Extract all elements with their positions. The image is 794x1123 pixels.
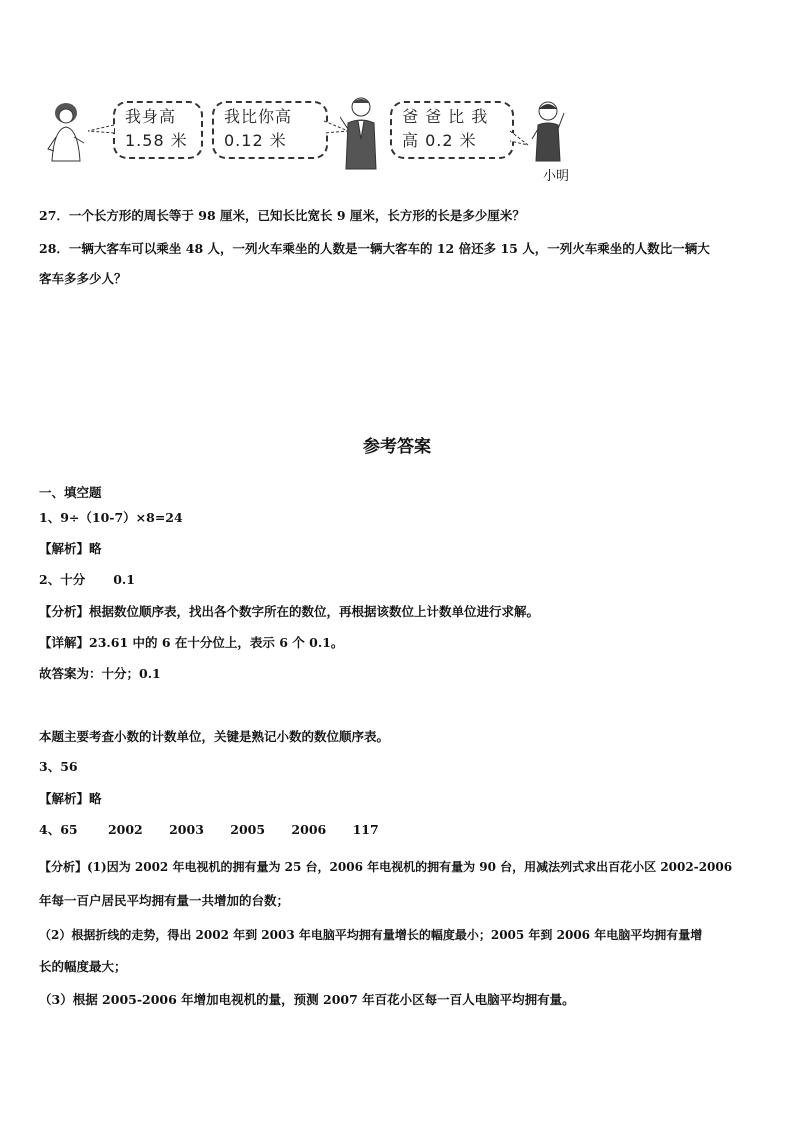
answer-2-label: 2、十分 (39, 572, 86, 587)
answer-1: 1、9÷（10-7）×8=24 (39, 510, 183, 525)
section-1-heading: 一、填空题 (39, 485, 102, 500)
answer-4-item: 2006 (291, 822, 327, 837)
woman-figure (44, 101, 88, 165)
answer-4-analysis-1: 【分析】(1)因为 2002 年电视机的拥有量为 25 台，2006 年电视机的拥有量为 90 台，用减法列式求出百花小区 2002-2006 (39, 860, 733, 874)
answer-4-analysis-2: 年每一百户居民平均拥有量一共增加的台数； (39, 893, 290, 908)
question-27: 27．一个长方形的周长等于 98 厘米，已知长比宽长 9 厘米，长方形的长是多少厘米？ (39, 208, 525, 223)
bubble-1-line-1: 我身高 (125, 107, 177, 126)
answers-title: 参考答案 (363, 437, 431, 457)
answer-4-analysis-4: 长的幅度最大； (39, 959, 127, 974)
bubble-2-line-2: 0.12 米 (224, 131, 287, 150)
bubble-1-line-2: 1.58 米 (125, 131, 188, 150)
answer-2-detail: 【详解】23.61 中的 6 在十分位上，表示 6 个 0.1。 (39, 635, 344, 650)
answer-2 (39, 571, 756, 589)
answer-3: 3、56 (39, 759, 78, 774)
bubble-2-line-1: 我比你高 (224, 107, 293, 126)
answer-4-item: 2002 (107, 822, 143, 837)
speech-bubble-1 (113, 101, 203, 159)
answer-4 (39, 821, 756, 839)
illustration (40, 95, 600, 190)
answer-3-note: 【解析】略 (39, 791, 102, 806)
answer-2-value: 0.1 (113, 572, 135, 587)
bubble-3-line-1: 爸 爸 比 我 (402, 107, 489, 126)
answer-4-analysis-5: （3）根据 2005-2006 年增加电视机的量，预测 2007 年百花小区每一百人电脑平均拥有量。 (39, 992, 575, 1007)
bubble-1-tail (86, 123, 116, 135)
answer-4-item: 117 (352, 822, 379, 837)
answer-4-item: 2003 (169, 822, 204, 837)
answer-2-analysis: 【分析】根据数位顺序表，找出各个数字所在的数位，再根据该数位上计数单位进行求解。 (39, 604, 540, 619)
figure-caption: 小明 (543, 169, 570, 184)
question-28-line-1: 28．一辆大客车可以乘坐 48 人，一列火车乘坐的人数是一辆大客车的 12 倍还多 15 人，一列火车乘坐的人数比一辆大 (39, 241, 710, 256)
question-28-line-2: 客车多多少人？ (39, 271, 127, 286)
answer-4-item: 2005 (230, 822, 266, 837)
answer-4-analysis-3: （2）根据折线的走势，得出 2002 年到 2003 年电脑平均拥有量增长的幅度最小；2005 年到 2006 年电脑平均拥有量增 (39, 928, 703, 942)
man-figure (340, 95, 382, 171)
boy-figure (528, 99, 568, 163)
answer-2-final: 故答案为：十分；0.1 (39, 666, 161, 681)
speech-bubble-2 (212, 101, 328, 159)
answer-4-item: 4、65 (39, 822, 78, 837)
answer-2-summary: 本题主要考查小数的计数单位，关键是熟记小数的数位顺序表。 (39, 729, 390, 744)
bubble-3-line-2: 高 0.2 米 (402, 131, 477, 150)
speech-bubble-3 (390, 101, 514, 159)
answer-1-note: 【解析】略 (39, 541, 102, 556)
